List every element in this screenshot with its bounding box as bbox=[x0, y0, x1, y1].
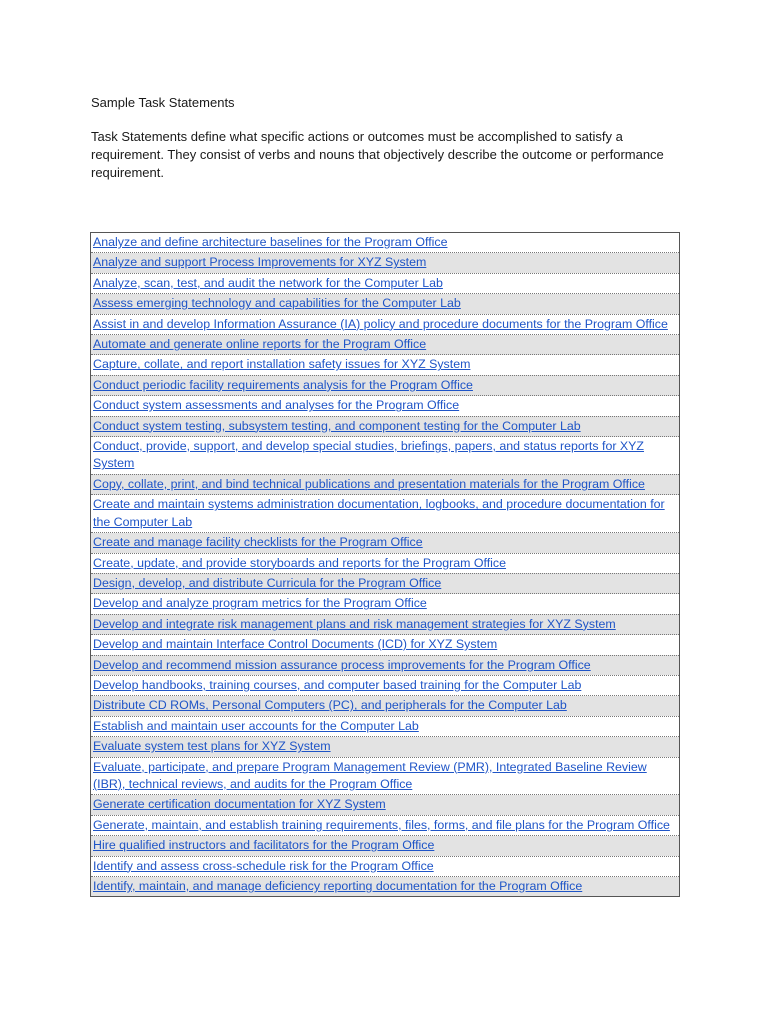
task-link[interactable]: Establish and maintain user accounts for the Computer Lab bbox=[93, 718, 419, 733]
table-cell bbox=[91, 553, 680, 573]
task-link[interactable]: Generate, maintain, and establish training requirements, files, forms, and file plans for the Program Office bbox=[93, 817, 670, 832]
table-cell bbox=[91, 856, 680, 876]
table-row bbox=[91, 836, 680, 856]
task-link[interactable]: Conduct system testing, subsystem testing, and component testing for the Computer Lab bbox=[93, 418, 581, 433]
table-row bbox=[91, 396, 680, 416]
table-cell bbox=[91, 533, 680, 553]
table-row bbox=[91, 635, 680, 655]
table-cell bbox=[91, 836, 680, 856]
table-cell bbox=[91, 233, 680, 253]
table-cell bbox=[91, 877, 680, 897]
table-row bbox=[91, 273, 680, 293]
page-title: Sample Task Statements bbox=[91, 95, 235, 110]
table-cell bbox=[91, 655, 680, 675]
task-link[interactable]: Analyze and support Process Improvements for XYZ System bbox=[93, 255, 427, 270]
task-link[interactable]: Copy, collate, print, and bind technical publications and presentation materials for the Program Office bbox=[93, 476, 645, 491]
table-cell bbox=[91, 696, 680, 716]
table-cell bbox=[91, 573, 680, 593]
table-cell bbox=[91, 675, 680, 695]
table-row bbox=[91, 474, 680, 494]
table-row bbox=[91, 335, 680, 355]
task-link[interactable]: Create, update, and provide storyboards and reports for the Program Office bbox=[93, 555, 507, 570]
task-link[interactable]: Analyze and define architecture baselines for the Program Office bbox=[93, 235, 448, 249]
task-link[interactable]: Identify, maintain, and manage deficiency reporting documentation for the Program Office bbox=[93, 879, 583, 893]
table-row bbox=[91, 856, 680, 876]
task-link[interactable]: Hire qualified instructors and facilitators for the Program Office bbox=[93, 838, 435, 853]
task-statements-table bbox=[90, 232, 680, 897]
task-link[interactable]: Develop handbooks, training courses, and computer based training for the Computer Lab bbox=[93, 677, 582, 692]
table-cell bbox=[91, 737, 680, 757]
table-cell bbox=[91, 355, 680, 375]
task-link[interactable]: Create and manage facility checklists for the Program Office bbox=[93, 535, 423, 550]
task-link[interactable]: Develop and integrate risk management plans and risk management strategies for XYZ System bbox=[93, 616, 616, 631]
table-row bbox=[91, 294, 680, 314]
table-row bbox=[91, 737, 680, 757]
table-cell bbox=[91, 594, 680, 614]
task-link[interactable]: Capture, collate, and report installation safety issues for XYZ System bbox=[93, 357, 471, 372]
table-cell bbox=[91, 396, 680, 416]
task-link[interactable]: Automate and generate online reports for the Program Office bbox=[93, 337, 427, 352]
table-cell bbox=[91, 635, 680, 655]
table-cell bbox=[91, 314, 680, 334]
table-row bbox=[91, 696, 680, 716]
task-link[interactable]: Develop and recommend mission assurance process improvements for the Program Office bbox=[93, 657, 591, 672]
task-link[interactable]: Evaluate, participate, and prepare Program Management Review (PMR), Integrated Baseline Review (IBR), technical reviews, and audits for the Program Office bbox=[93, 759, 647, 791]
table-row bbox=[91, 594, 680, 614]
task-link[interactable]: Conduct periodic facility requirements analysis for the Program Office bbox=[93, 377, 473, 392]
table-cell bbox=[91, 416, 680, 436]
table-cell bbox=[91, 495, 680, 533]
table-row bbox=[91, 495, 680, 533]
task-table-body bbox=[91, 233, 680, 897]
table-row bbox=[91, 314, 680, 334]
table-row bbox=[91, 355, 680, 375]
table-row bbox=[91, 375, 680, 395]
task-link[interactable]: Evaluate system test plans for XYZ System bbox=[93, 739, 331, 754]
table-cell bbox=[91, 375, 680, 395]
task-link[interactable]: Develop and maintain Interface Control Documents (ICD) for XYZ System bbox=[93, 637, 498, 652]
task-link[interactable]: Design, develop, and distribute Curricula for the Program Office bbox=[93, 575, 442, 590]
table-row bbox=[91, 437, 680, 475]
table-cell bbox=[91, 474, 680, 494]
task-link[interactable]: Conduct system assessments and analyses for the Program Office bbox=[93, 398, 460, 413]
task-link[interactable]: Create and maintain systems administration documentation, logbooks, and procedure documentation for the Computer Lab bbox=[93, 497, 665, 529]
task-link[interactable]: Conduct, provide, support, and develop special studies, briefings, papers, and status reports for XYZ System bbox=[93, 439, 645, 471]
task-link[interactable]: Analyze, scan, test, and audit the network for the Computer Lab bbox=[93, 275, 443, 290]
table-cell bbox=[91, 795, 680, 815]
table-row bbox=[91, 757, 680, 795]
table-row bbox=[91, 877, 680, 897]
table-row bbox=[91, 553, 680, 573]
table-row bbox=[91, 815, 680, 835]
table-cell bbox=[91, 294, 680, 314]
table-row bbox=[91, 655, 680, 675]
table-row bbox=[91, 675, 680, 695]
task-link[interactable]: Generate certification documentation for XYZ System bbox=[93, 797, 386, 812]
table-cell bbox=[91, 253, 680, 273]
table-cell bbox=[91, 815, 680, 835]
table-row bbox=[91, 253, 680, 273]
task-link[interactable]: Identify and assess cross-schedule risk for the Program Office bbox=[93, 858, 434, 873]
table-row bbox=[91, 233, 680, 253]
table-cell bbox=[91, 716, 680, 736]
table-row bbox=[91, 573, 680, 593]
intro-paragraph: Task Statements define what specific actions or outcomes must be accomplished to satisfy a requirement. They consist of verbs and nouns that objectively describe the outcome or performance requirement. bbox=[91, 129, 664, 180]
table-row bbox=[91, 795, 680, 815]
table-cell bbox=[91, 757, 680, 795]
task-link[interactable]: Develop and analyze program metrics for the Program Office bbox=[93, 596, 427, 611]
table-cell bbox=[91, 614, 680, 634]
table-cell bbox=[91, 273, 680, 293]
table-row bbox=[91, 614, 680, 634]
task-link[interactable]: Distribute CD ROMs, Personal Computers (PC), and peripherals for the Computer Lab bbox=[93, 698, 567, 713]
table-row bbox=[91, 416, 680, 436]
table-cell bbox=[91, 335, 680, 355]
table-row bbox=[91, 533, 680, 553]
table-row bbox=[91, 716, 680, 736]
table-cell bbox=[91, 437, 680, 475]
task-link[interactable]: Assist in and develop Information Assurance (IA) policy and procedure documents for the Program Office bbox=[93, 316, 668, 331]
task-link[interactable]: Assess emerging technology and capabilities for the Computer Lab bbox=[93, 296, 461, 311]
